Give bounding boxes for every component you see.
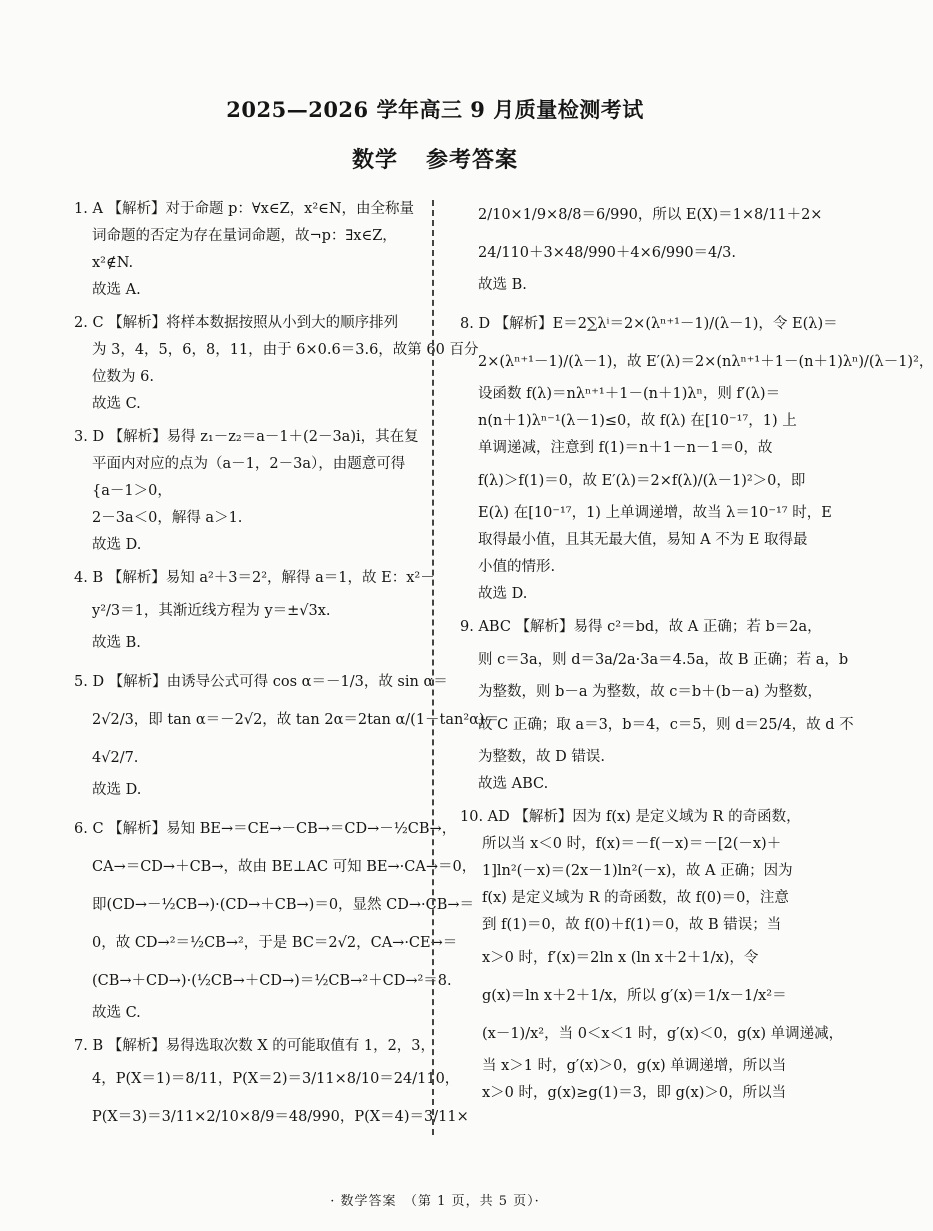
text-line: {a－1＞0， [92,483,172,499]
text-line: 到 f(1)＝0，故 f(0)＋f(1)＝0，故 B 错误；当 [482,917,782,933]
text-line: 设函数 f(λ)＝nλⁿ⁺¹＋1－(n＋1)λⁿ，则 f′(λ)＝ [478,386,781,402]
text-line: 4. B 【解析】易知 a²＋3＝2²，解得 a＝1，故 E：x²－ [74,570,435,586]
text-line: 1. A 【解析】对于命题 p：∀x∈Z，x²∈N，由全称量 [74,201,415,217]
text-line: 故选 B. [478,277,527,293]
text-line: 为 3，4，5，6，8，11，由于 6×0.6＝3.6，故第 60 百分 [92,342,479,358]
text-line: 为整数，故 D 错误. [478,749,605,765]
text-line: 平面内对应的点为（a－1，2－3a），由题意可得 [92,456,406,472]
text-line: f(λ)＞f(1)＝0，故 E′(λ)＝2×f(λ)/(λ－1)²＞0，即 [478,473,806,489]
text-line: 位数为 6. [92,369,154,385]
text-line: 4√2/7. [92,750,139,766]
text-line: 取得最小值，且其无最大值，易知 A 不为 E 取得最 [478,532,808,548]
text-line: 单调递减，注意到 f(1)＝n＋1－n－1＝0，故 [478,440,773,456]
text-line: 故选 A. [92,282,141,298]
answer-item-8 [460,305,933,608]
text-line: CA→＝CD→＋CB→，故由 BE⊥AC 可知 BE→·CA→＝0， [92,859,477,875]
text-line: 2/10×1/9×8/8＝6/990，所以 E(X)＝1×8/11＋2× [478,207,823,223]
answer-item-10 [460,804,844,1107]
left-column [74,196,500,1142]
page-footer: · 数学答案 （第 1 页，共 5 页）· [330,1194,540,1209]
text-line: 2. C 【解析】将样本数据按照从小到大的顺序排列 [74,315,399,331]
text-line: 24/110＋3×48/990＋4×6/990＝4/3. [478,245,737,261]
column-divider [432,200,434,1135]
text-line: 故选 C. [92,396,141,412]
text-line: x＞0 时，f′(x)＝2ln x (ln x＋2＋1/x)，令 [482,950,759,966]
subject-label: 数学 [351,147,398,173]
answer-item-2 [74,310,479,418]
text-line: f(x) 是定义域为 R 的奇函数，故 f(0)＝0，注意 [482,890,789,906]
text-line: 故选 D. [92,782,142,798]
text-line: 1]ln²(－x)＝(2x－1)ln²(－x)，故 A 正确；因为 [482,863,793,879]
answer-item-1 [74,196,426,304]
answer-item-6 [74,810,477,1027]
text-line: 6. C 【解析】易知 BE→＝CE→－CB→＝CD→－½CB→， [74,821,457,837]
text-line: 故选 ABC. [478,776,549,792]
text-line: 2√2/3，即 tan α＝－2√2，故 tan 2α＝2tan α/(1－tan²α)＝ [92,712,500,728]
text-line: 故选 D. [92,537,142,553]
answer-item-4 [74,565,435,657]
page-title: 2025—2026 学年高三 9 月质量检测考试 [226,97,644,122]
text-line: g(x)＝ln x＋2＋1/x，所以 g′(x)＝1/x－1/x²＝ [482,988,787,1004]
answer-key-label: 参考答案 [426,147,519,173]
text-line: x²∉N. [92,255,134,271]
text-line: (CB→＋CD→)·(½CB→＋CD→)＝½CB→²＋CD→²＝8. [92,973,452,989]
text-line: (x－1)/x²，当 0＜x＜1 时，g′(x)＜0，g(x) 单调递减， [482,1026,844,1042]
text-line: 即(CD→－½CB→)·(CD→＋CB→)＝0，显然 CD→·CB→＝ [92,897,475,913]
answer-item-9 [460,614,854,798]
answer-item-7-continued [460,196,823,299]
text-line: 故选 B. [92,635,141,651]
text-line: 9. ABC 【解析】易得 c²＝bd，故 A 正确；若 b＝2a， [460,619,822,635]
text-line: y²/3＝1，其渐近线方程为 y＝±√3x. [92,603,331,619]
text-line: P(X＝3)＝3/11×2/10×8/9＝48/990，P(X＝4)＝3/11× [92,1109,469,1125]
text-line: 2×(λⁿ⁺¹－1)/(λ－1)，故 E′(λ)＝2×(nλⁿ⁺¹＋1－(n＋1)λⁿ)/(λ－1)²， [478,354,933,370]
answer-item-3 [74,424,426,559]
text-line: 词命题的否定为存在量词命题，故¬p：∃x∈Z， [92,228,397,244]
text-line: 2－3a＜0，解得 a＞1. [92,510,243,526]
text-line: 为整数，则 b－a 为整数，故 c＝b＋(b－a) 为整数， [478,684,823,700]
text-line: 5. D 【解析】由诱导公式可得 cos α＝－1/3，故 sin α＝ [74,674,448,690]
answer-item-7 [74,1033,469,1136]
text-line: 所以当 x＜0 时，f(x)＝－f(－x)＝－[2(－x)＋ [482,836,782,852]
answer-item-5 [74,663,500,804]
text-line: 3. D 【解析】易得 z₁－z₂＝a－1＋(2－3a)i，其在复 [74,429,419,445]
text-line: 10. AD 【解析】因为 f(x) 是定义域为 R 的奇函数， [460,809,801,825]
text-line: 当 x＞1 时，g′(x)＞0，g(x) 单调递增，所以当 [482,1058,787,1074]
text-line: 小值的情形. [478,559,556,575]
text-line: E(λ) 在[10⁻¹⁷，1) 上单调递增，故当 λ＝10⁻¹⁷ 时，E [478,505,832,521]
text-line: 4，P(X＝1)＝8/11，P(X＝2)＝3/11×8/10＝24/110， [92,1071,460,1087]
text-line: 故选 D. [478,586,528,602]
text-line: 0，故 CD→²＝½CB→²，于是 BC＝2√2，CA→·CE→＝ [92,935,458,951]
text-line: 故 C 正确；取 a＝3，b＝4，c＝5，则 d＝25/4，故 d 不 [478,717,854,733]
page-subtitle [0,143,870,174]
text-line: 8. D 【解析】E＝2∑λⁱ＝2×(λⁿ⁺¹－1)/(λ－1)，令 E(λ)＝ [460,316,838,332]
text-line: 故选 C. [92,1005,141,1021]
text-line: x＞0 时，g(x)≥g(1)＝3，即 g(x)＞0，所以当 [482,1085,787,1101]
text-line: 则 c＝3a，则 d＝3a/2a·3a＝4.5a，故 B 正确；若 a，b [478,652,849,668]
right-column [460,196,933,1113]
text-line: 7. B 【解析】易得选取次数 X 的可能取值有 1，2，3， [74,1038,436,1054]
text-line: n(n＋1)λⁿ⁻¹(λ－1)≤0，故 f(λ) 在[10⁻¹⁷，1) 上 [478,413,797,429]
